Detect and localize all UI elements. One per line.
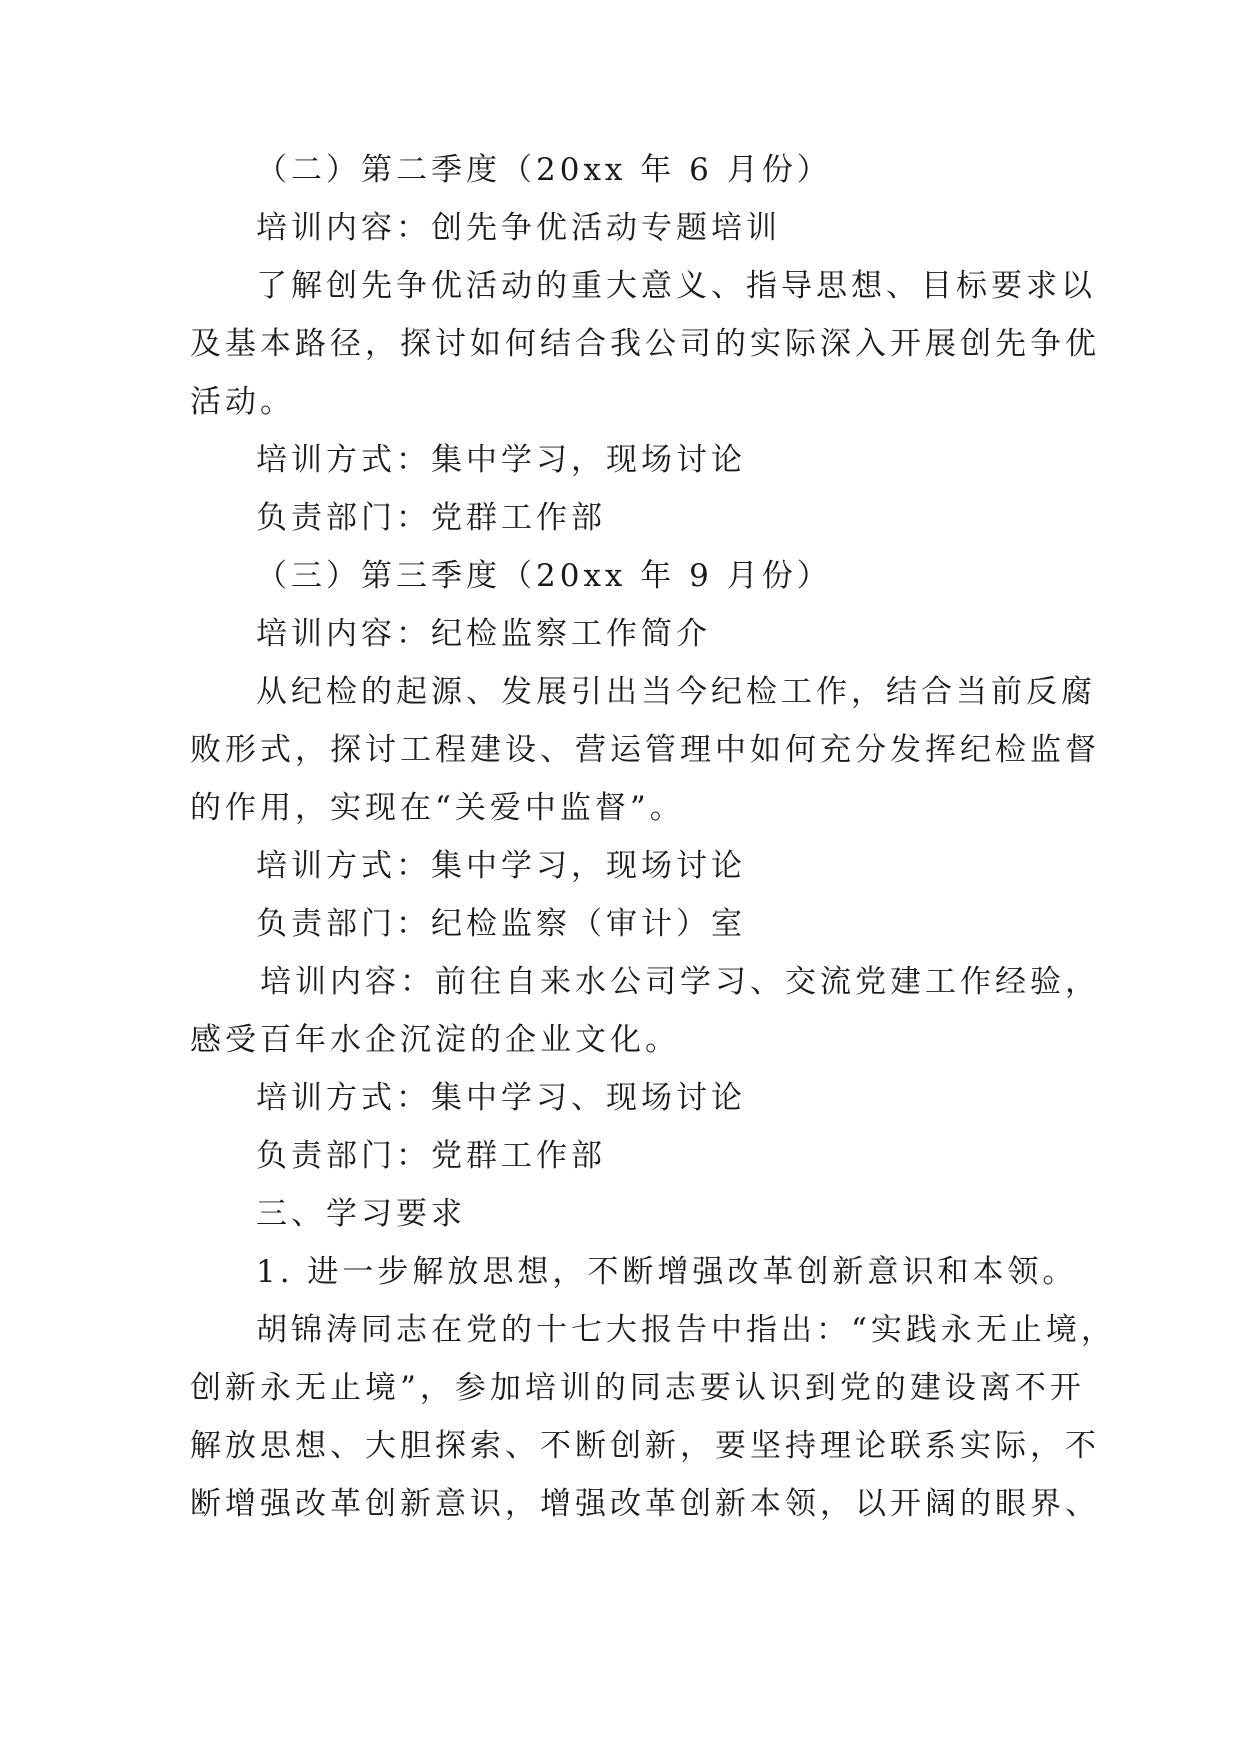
training-method-q2: 培训方式：集中学习，现场讨论	[256, 442, 746, 478]
paragraph-line: 及基本路径，探讨如何结合我公司的实际深入开展创先争优	[190, 326, 1100, 362]
responsible-dept-extra: 负责部门：党群工作部	[256, 1138, 606, 1174]
training-method-extra: 培训方式：集中学习、现场讨论	[256, 1080, 746, 1116]
training-method-q3: 培训方式：集中学习，现场讨论	[256, 848, 746, 884]
paragraph-line: 的作用，实现在“关爱中监督”。	[190, 790, 685, 826]
section-heading-q2: （二）第二季度（20xx 年 6 月份）	[256, 152, 832, 188]
paragraph-line: 活动。	[190, 384, 295, 420]
requirement-item-1: 1. 进一步解放思想，不断增强改革创新意识和本领。	[256, 1254, 1078, 1290]
paragraph-line: 断增强改革创新意识，增强改革创新本领，以开阔的眼界、	[190, 1486, 1100, 1522]
paragraph-line: 败形式，探讨工程建设、营运管理中如何充分发挥纪检监督	[190, 732, 1100, 768]
paragraph-line: 感受百年水企沉淀的企业文化。	[190, 1022, 680, 1058]
section-heading-q3: （三）第三季度（20xx 年 9 月份）	[256, 558, 832, 594]
paragraph-line: 从纪检的起源、发展引出当今纪检工作，结合当前反腐	[256, 674, 1096, 710]
training-content-q3: 培训内容：纪检监察工作简介	[256, 616, 711, 652]
training-content-extra: 培训内容：前往自来水公司学习、交流党建工作经验，	[260, 964, 1100, 1000]
paragraph-line: 胡锦涛同志在党的十七大报告中指出：“实践永无止境，	[256, 1312, 1116, 1348]
paragraph-line: 解放思想、大胆探索、不断创新，要坚持理论联系实际，不	[190, 1428, 1100, 1464]
paragraph-line: 创新永无止境”，参加培训的同志要认识到党的建设离不开	[190, 1370, 1085, 1406]
section-heading-requirements: 三、学习要求	[256, 1196, 466, 1232]
paragraph-line: 了解创先争优活动的重大意义、指导思想、目标要求以	[256, 268, 1096, 304]
responsible-dept-q3: 负责部门：纪检监察（审计）室	[256, 906, 746, 942]
responsible-dept-q2: 负责部门：党群工作部	[256, 500, 606, 536]
training-content-q2: 培训内容：创先争优活动专题培训	[256, 210, 781, 246]
